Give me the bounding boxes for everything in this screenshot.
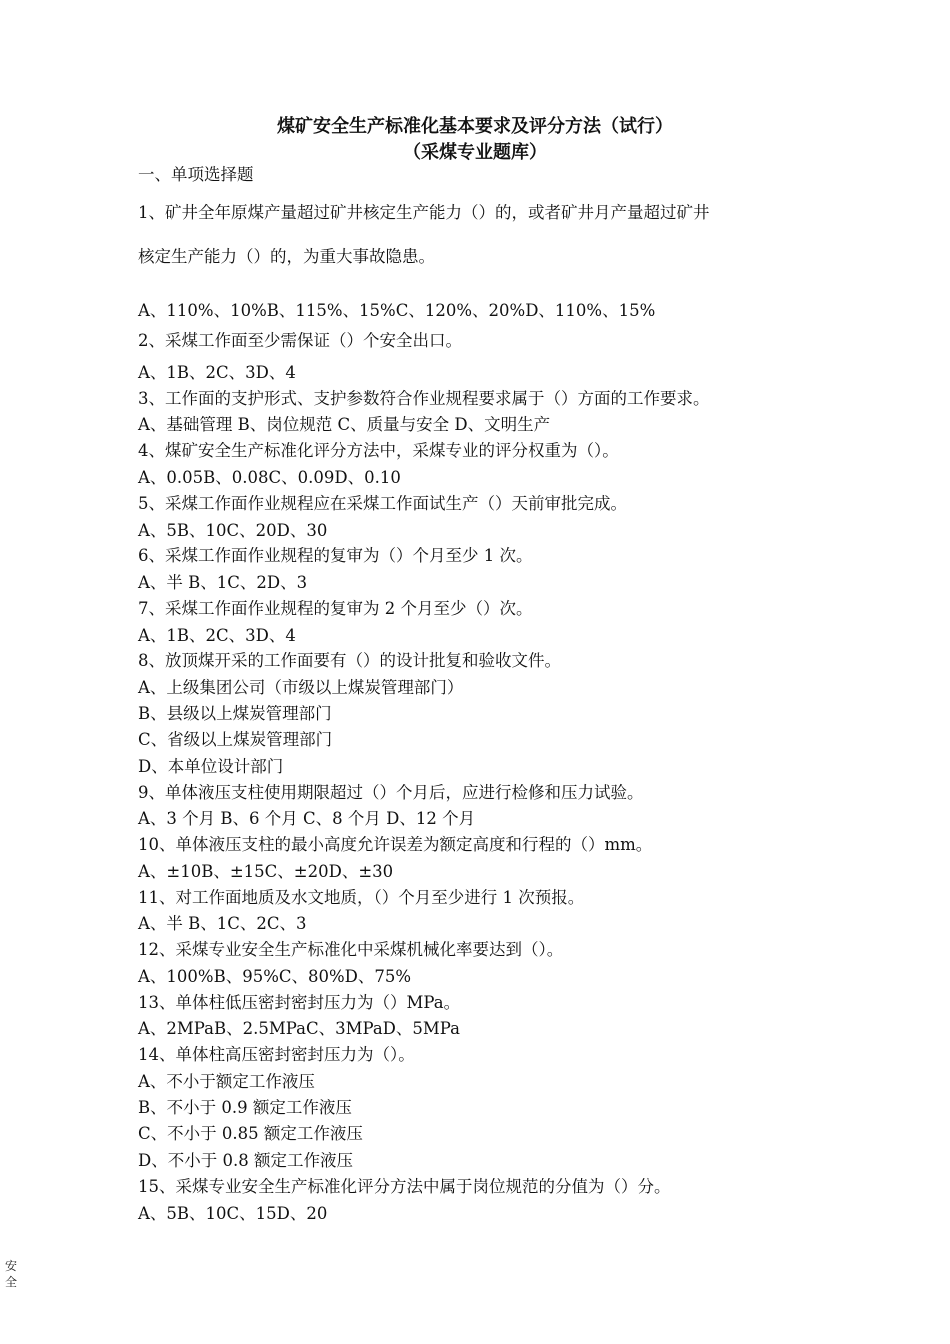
- answer-options: A、110%、10%B、115%、15%C、120%、20%D、110%、15%: [138, 301, 656, 320]
- answer-options: A、2MPaB、2.5MPaC、3MPaD、5MPa: [138, 1019, 460, 1038]
- section-heading: 一、单项选择题: [138, 165, 254, 184]
- answer-options: A、基础管理 B、岗位规范 C、质量与安全 D、文明生产: [138, 415, 551, 434]
- document-subtitle: （采煤专业题库）: [403, 142, 547, 163]
- question-line: 2、采煤工作面至少需保证（）个安全出口。: [138, 331, 462, 350]
- question-line: 4、煤矿安全生产标准化评分方法中，采煤专业的评分权重为（）。: [138, 441, 619, 460]
- answer-options: A、100%B、95%C、80%D、75%: [138, 967, 412, 986]
- side-margin-note: 安全: [5, 1259, 18, 1289]
- answer-options: A、半 B、1C、2D、3: [138, 573, 308, 592]
- answer-options: A、1B、2C、3D、4: [138, 363, 296, 382]
- answer-option: D、本单位设计部门: [138, 757, 284, 776]
- answer-option: B、县级以上煤炭管理部门: [138, 704, 332, 723]
- document-title: 煤矿安全生产标准化基本要求及评分方法（试行）: [277, 116, 673, 137]
- question-line: 13、单体柱低压密封密封压力为（）MPa。: [138, 993, 461, 1012]
- question-line: 9、单体液压支柱使用期限超过（）个月后，应进行检修和压力试验。: [138, 783, 644, 802]
- question-line: 8、放顶煤开采的工作面要有（）的设计批复和验收文件。: [138, 651, 561, 670]
- answer-options: A、±10B、±15C、±20D、±30: [138, 862, 394, 881]
- answer-options: A、半 B、1C、2C、3: [138, 914, 307, 933]
- answer-option: A、上级集团公司（市级以上煤炭管理部门）: [138, 678, 464, 697]
- answer-option: C、省级以上煤炭管理部门: [138, 730, 333, 749]
- answer-options: A、5B、10C、20D、30: [138, 521, 328, 540]
- question-line: 12、采煤专业安全生产标准化中采煤机械化率要达到（）。: [138, 940, 564, 959]
- question-line: 11、对工作面地质及水文地质，（）个月至少进行 1 次预报。: [138, 888, 585, 907]
- answer-options: A、0.05B、0.08C、0.09D、0.10: [138, 468, 401, 487]
- question-line: 1、矿井全年原煤产量超过矿井核定生产能力（）的，或者矿井月产量超过矿井: [138, 203, 710, 222]
- question-line: 15、采煤专业安全生产标准化评分方法中属于岗位规范的分值为（）分。: [138, 1177, 671, 1196]
- answer-options: A、5B、10C、15D、20: [138, 1204, 328, 1223]
- answer-option: B、不小于 0.9 额定工作液压: [138, 1098, 352, 1117]
- question-line: 3、工作面的支护形式、支护参数符合作业规程要求属于（）方面的工作要求。: [138, 389, 710, 408]
- question-line: 10、单体液压支柱的最小高度允许误差为额定高度和行程的（）mm。: [138, 835, 653, 854]
- question-line: 5、采煤工作面作业规程应在采煤工作面试生产（）天前审批完成。: [138, 494, 627, 513]
- answer-option: C、不小于 0.85 额定工作液压: [138, 1124, 363, 1143]
- answer-options: A、3 个月 B、6 个月 C、8 个月 D、12 个月: [138, 809, 476, 828]
- answer-option: D、不小于 0.8 额定工作液压: [138, 1151, 353, 1170]
- question-line: 6、采煤工作面作业规程的复审为（）个月至少 1 次。: [138, 546, 533, 565]
- question-line: 14、单体柱高压密封密封压力为（）。: [138, 1045, 415, 1064]
- answer-options: A、1B、2C、3D、4: [138, 626, 296, 645]
- question-line: 核定生产能力（）的，为重大事故隐患。: [138, 247, 435, 266]
- question-line: 7、采煤工作面作业规程的复审为 2 个月至少（）次。: [138, 599, 533, 618]
- answer-option: A、不小于额定工作液压: [138, 1072, 315, 1091]
